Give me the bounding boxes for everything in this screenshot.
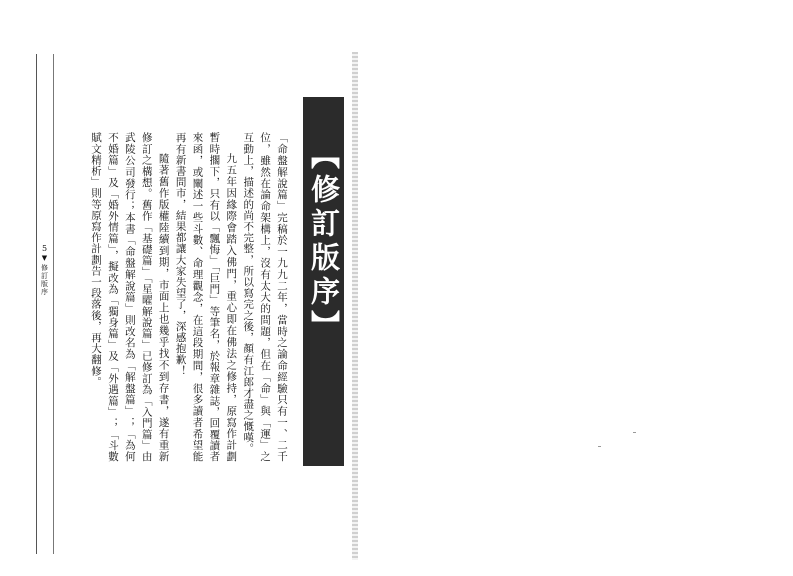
chapter-title: 【修訂版序】 — [307, 140, 341, 344]
paragraph-2: 九五年因緣際會踏入佛門，重心即在佛法之修持，原寫作計劃暫時擱下，只有以「飄悔」「巨門」等筆名，於報章雜誌，回覆讀者來函，或闡述一些斗數、命理觀念，在這段期間，很多讀者希望能再有新書問市，結果都讓大家失望了，深感抱歉！ — [174, 132, 238, 462]
body-text — [76, 132, 290, 462]
folio — [36, 244, 53, 324]
paragraph-1: 「命盤解說篇」完稿於一九九二年，當時之論命經驗只有一、二千位，雖然在論命架構上，沒有太大的問題，但在「命」與「運」之互動上，描述的尚不完整，所以寫完之後，顏有江郎才盡之慨嘆。 — [242, 132, 288, 462]
scan-speck — [633, 432, 636, 433]
running-title: 修訂版序 — [40, 264, 49, 296]
scan-edge-shadow — [352, 52, 358, 560]
folio-column-line — [53, 54, 54, 554]
page-number: 5 — [41, 244, 48, 253]
triangle-down-icon: ▼ — [41, 254, 48, 262]
paragraph-3: 隨著舊作版權陸續到期，市面上也幾乎找不到存書，遂有重新修訂之構想。舊作「基礎篇」「星曜解說篇」已修訂為「入門篇」由武陵公司發行；本書「命盤解說篇」則改名為「解盤篇」；「為何不婚篇」及「婚外情篇」，擬改為「獨身篇」及「外遇篇」；「斗數賦文精析」則等原寫作計劃告一段落後，再大翻修。 — [90, 132, 170, 462]
scan-speck — [598, 446, 601, 447]
